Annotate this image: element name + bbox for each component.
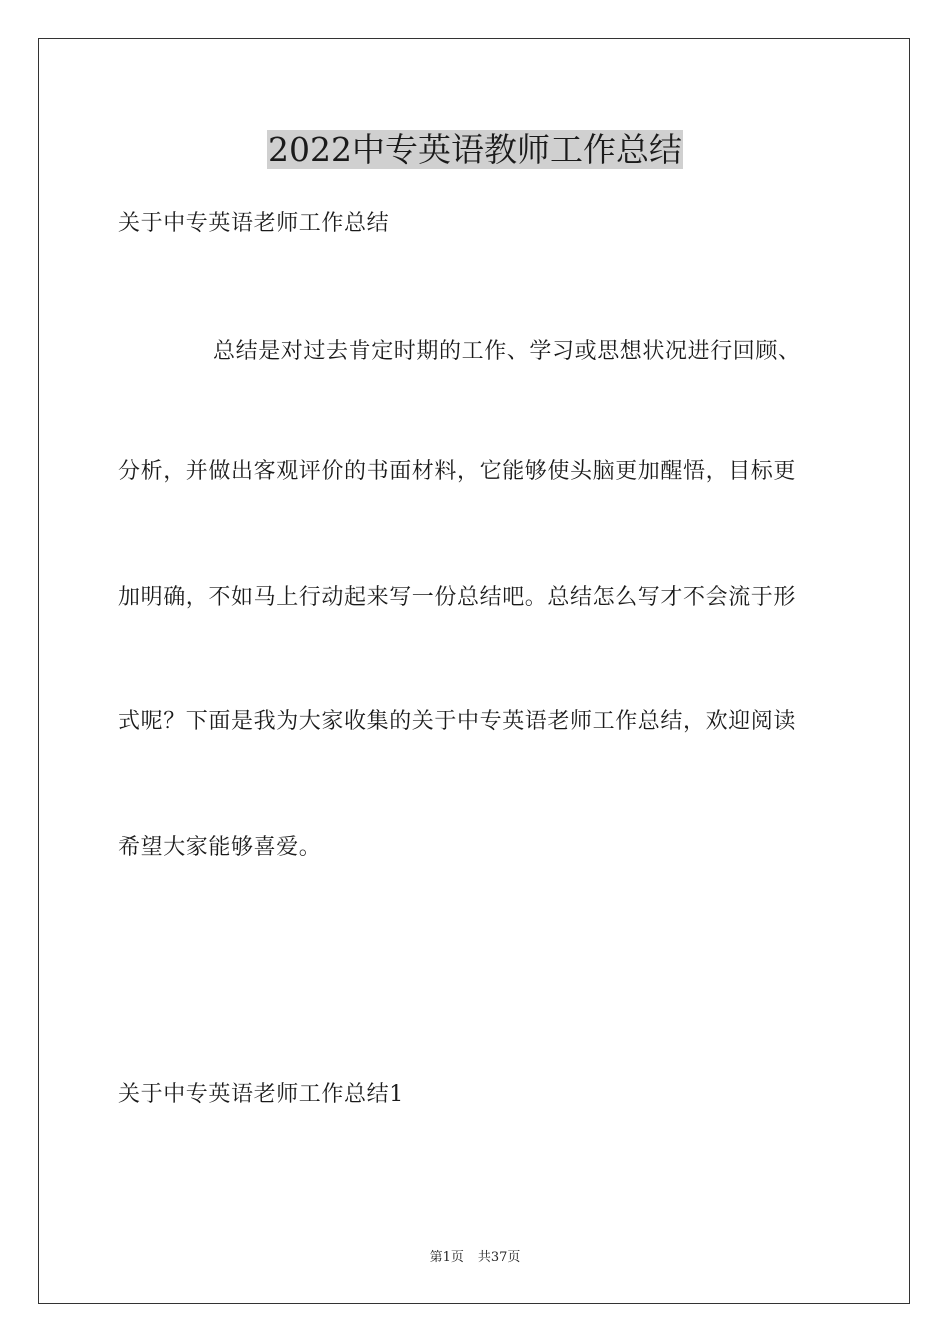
paragraph-line-3: 加明确，不如马上行动起来写一份总结吧。总结怎么写才不会流于形 (118, 585, 797, 610)
paragraph-line-2: 分析，并做出客观评价的书面材料，它能够使头脑更加醒悟，目标更 (118, 459, 797, 484)
document-title (0, 122, 950, 178)
page-number: 第1页 (429, 1250, 464, 1265)
document-title-text: 2022中专英语教师工作总结 (268, 130, 682, 169)
page-footer (0, 1248, 950, 1268)
paragraph-line-4: 式呢？下面是我为大家收集的关于中专英语老师工作总结，欢迎阅读 (118, 709, 797, 734)
section-heading: 关于中专英语老师工作总结1 (118, 1082, 404, 1107)
page-total: 共37页 (477, 1250, 521, 1265)
document-subtitle: 关于中专英语老师工作总结 (118, 211, 390, 236)
paragraph-line-5: 希望大家能够喜爱。 (118, 835, 322, 860)
paragraph-line-1: 总结是对过去肯定时期的工作、学习或思想状况进行回顾、 (213, 339, 801, 364)
